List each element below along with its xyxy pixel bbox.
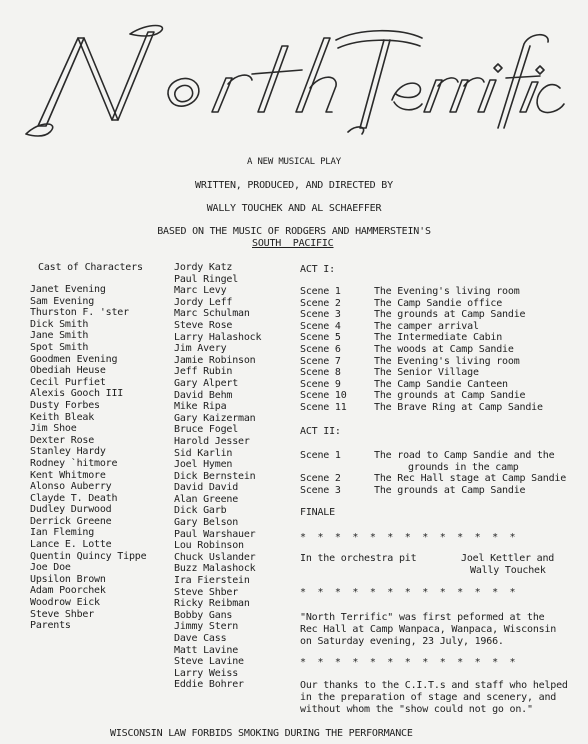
character: Dick Smith xyxy=(30,318,89,330)
scene-row xyxy=(300,356,543,368)
act-1-scenes xyxy=(300,286,543,414)
scene-place: The Camp Sandie office xyxy=(374,297,503,309)
actor: Paul Warshauer xyxy=(174,528,256,540)
actor: Chuck Uslander xyxy=(174,551,256,563)
actor: Larry Halashock xyxy=(174,331,262,343)
act-1-heading: ACT I: xyxy=(300,264,335,275)
character: Parents xyxy=(30,620,71,632)
actor: Jimmy Stern xyxy=(174,621,239,633)
act-2-heading: ACT II: xyxy=(300,426,341,437)
thanks-line-3: without whom the "show could not go on." xyxy=(300,704,533,715)
character: Joe Doe xyxy=(30,562,71,574)
actor: Alan Greene xyxy=(174,493,239,505)
scene-row xyxy=(300,286,543,298)
star-divider-3: * * * * * * * * * * * * * xyxy=(300,657,516,668)
character: Sam Evening xyxy=(30,295,95,307)
scene-row xyxy=(300,367,543,379)
premiere-line-3: on Saturday evening, 23 July, 1966. xyxy=(300,636,504,647)
scene-number: Scene 9 xyxy=(300,378,341,390)
star-divider-2: * * * * * * * * * * * * * xyxy=(300,587,516,598)
scene-number: Scene 3 xyxy=(300,309,341,321)
scene-place: The camper arrival xyxy=(374,320,479,332)
actor: Buzz Malashock xyxy=(174,563,256,575)
scene-row xyxy=(300,485,566,497)
scene-place: The woods at Camp Sandie xyxy=(374,343,514,355)
scene-row xyxy=(300,332,543,344)
scene-number: Scene 4 xyxy=(300,320,341,332)
scene-place: The Senior Village xyxy=(374,367,479,379)
credits-line-2: WALLY TOUCHEK AND AL SCHAEFFER xyxy=(206,203,382,214)
character: Woodrow Eick xyxy=(30,597,100,609)
scene-number: Scene 2 xyxy=(300,297,341,309)
actor: Harold Jesser xyxy=(174,435,250,447)
scene-row xyxy=(300,402,543,414)
actor: David David xyxy=(174,482,239,494)
character: Jane Smith xyxy=(30,330,89,342)
scene-number: Scene 10 xyxy=(300,390,347,402)
scene-place: The Intermediate Cabin xyxy=(374,332,503,344)
act-2-scenes xyxy=(300,450,566,496)
scene-number: Scene 1 xyxy=(300,450,341,461)
scene-number: Scene 5 xyxy=(300,332,341,344)
scene-row xyxy=(300,390,543,402)
actor: Marc Levy xyxy=(174,285,227,297)
actor: Gary Belson xyxy=(174,517,239,529)
character: Upsilon Brown xyxy=(30,573,106,585)
scene-place: The grounds at Camp Sandie xyxy=(374,309,526,321)
actor: Jamie Robinson xyxy=(174,354,256,366)
actor: Ira Fierstein xyxy=(174,575,250,587)
star-divider-1: * * * * * * * * * * * * * xyxy=(300,532,516,543)
scene-row-continued xyxy=(300,462,566,474)
actor: Larry Weiss xyxy=(174,667,239,679)
subtitle: A NEW MUSICAL PLAY xyxy=(247,157,341,167)
orchestra-names-2: Wally Touchek xyxy=(470,565,546,576)
character: Ian Fleming xyxy=(30,527,95,539)
actor: Paul Ringel xyxy=(174,273,239,285)
actor: Steve Shber xyxy=(174,586,239,598)
character: Keith Bleak xyxy=(30,411,95,423)
premiere-line-2: Rec Hall at Camp Wanpaca, Wanpaca, Wisconsin xyxy=(300,624,557,635)
credits-line-1: WRITTEN, PRODUCED, AND DIRECTED BY xyxy=(195,180,393,191)
actor: David Behm xyxy=(174,389,233,401)
actor: Gary Kaizerman xyxy=(174,412,256,424)
scene-place-continued: grounds in the camp xyxy=(408,461,519,473)
scene-row xyxy=(300,450,566,462)
scene-place: The grounds at Camp Sandie xyxy=(374,484,526,496)
actor: Dick Bernstein xyxy=(174,470,256,482)
scene-number: Scene 3 xyxy=(300,484,341,496)
character: Lance E. Lotte xyxy=(30,539,112,551)
actor: Dave Cass xyxy=(174,633,227,644)
character: Adam Poorchek xyxy=(30,585,106,597)
actor: Matt Lavine xyxy=(174,644,239,656)
thanks-line-1: Our thanks to the C.I.T.s and staff who helped xyxy=(300,680,568,691)
actor: Eddie Bohrer xyxy=(174,679,244,691)
scene-row xyxy=(300,473,566,485)
footer-notice: WISCONSIN LAW FORBIDS SMOKING DURING THE PERFORMANCE xyxy=(110,728,413,739)
scene-number: Scene 11 xyxy=(300,401,347,413)
scene-place: The Evening's living room xyxy=(374,286,520,297)
scene-row xyxy=(300,309,543,321)
actor: Marc Schulman xyxy=(174,308,250,320)
character: Quentin Quincy Tippe xyxy=(30,550,147,562)
scene-row xyxy=(300,321,543,333)
character: Spot Smith xyxy=(30,341,89,353)
scene-number: Scene 8 xyxy=(300,367,341,379)
scene-row xyxy=(300,298,543,310)
character: Clayde T. Death xyxy=(30,492,118,504)
actor: Jeff Rubin xyxy=(174,366,233,378)
finale-heading: FINALE xyxy=(300,507,335,518)
character: Alexis Gooch III xyxy=(30,388,124,400)
cast-heading: Cast of Characters xyxy=(38,262,143,273)
scene-number: Scene 1 xyxy=(300,286,341,297)
character: Dexter Rose xyxy=(30,434,95,446)
based-on-title: SOUTH PACIFIC xyxy=(252,238,334,249)
scene-place: The grounds at Camp Sandie xyxy=(374,390,526,402)
character: Dusty Forbes xyxy=(30,399,100,411)
character: Derrick Greene xyxy=(30,515,112,527)
character: Thurston F. 'ster xyxy=(30,307,129,319)
character: Obediah Heuse xyxy=(30,365,106,377)
thanks-line-2: in the preparation of stage and scenery, and xyxy=(300,692,557,703)
actor: Bruce Fogel xyxy=(174,424,239,436)
scene-place: The Camp Sandie Canteen xyxy=(374,378,508,390)
actor: Jordy Leff xyxy=(174,296,233,308)
scene-number: Scene 7 xyxy=(300,355,341,367)
actors-list xyxy=(174,262,261,691)
scene-place: The road to Camp Sandie and the xyxy=(374,450,555,461)
character: Rodney `hitmore xyxy=(30,457,118,469)
based-on-line: BASED ON THE MUSIC OF RODGERS AND HAMMERSTEIN'S xyxy=(157,226,431,237)
actor: Gary Alpert xyxy=(174,377,239,389)
character: Dudley Durwood xyxy=(30,504,112,516)
scene-place: The Evening's living room xyxy=(374,355,520,367)
scene-number: Scene 2 xyxy=(300,473,341,485)
character: Stanley Hardy xyxy=(30,446,106,458)
character: Steve Shber xyxy=(30,608,95,620)
scene-row xyxy=(300,344,543,356)
actor: Sid Karlin xyxy=(174,447,233,459)
actor: Jim Avery xyxy=(174,343,227,355)
scene-place: The Rec Hall stage at Camp Sandie xyxy=(374,473,567,485)
character: Janet Evening xyxy=(30,284,106,295)
premiere-line-1: "North Terrific" was first peformed at the xyxy=(300,612,545,623)
scene-number: Scene 6 xyxy=(300,343,341,355)
actor: Lou Robinson xyxy=(174,540,244,552)
actor: Joel Hymen xyxy=(174,459,233,471)
actor: Steve Rose xyxy=(174,319,233,331)
orchestra-label: In the orchestra pit xyxy=(300,553,417,564)
actor: Ricky Reibman xyxy=(174,598,250,610)
character: Cecil Purfiet xyxy=(30,376,106,388)
character: Kent Whitmore xyxy=(30,469,106,481)
actor: Mike Ripa xyxy=(174,401,227,413)
orchestra-names-1: Joel Kettler and xyxy=(461,553,555,564)
character: Goodmen Evening xyxy=(30,353,118,365)
north-terrific-logo xyxy=(20,8,568,158)
actor: Bobby Gans xyxy=(174,609,233,621)
scene-row xyxy=(300,379,543,391)
actor: Jordy Katz xyxy=(174,262,233,273)
character: Jim Shoe xyxy=(30,423,77,435)
actor: Steve Lavine xyxy=(174,656,244,668)
scene-place: The Brave Ring at Camp Sandie xyxy=(374,401,543,413)
character: Alonso Auberry xyxy=(30,481,112,493)
actor: Dick Garb xyxy=(174,505,227,517)
characters-list xyxy=(30,284,146,632)
